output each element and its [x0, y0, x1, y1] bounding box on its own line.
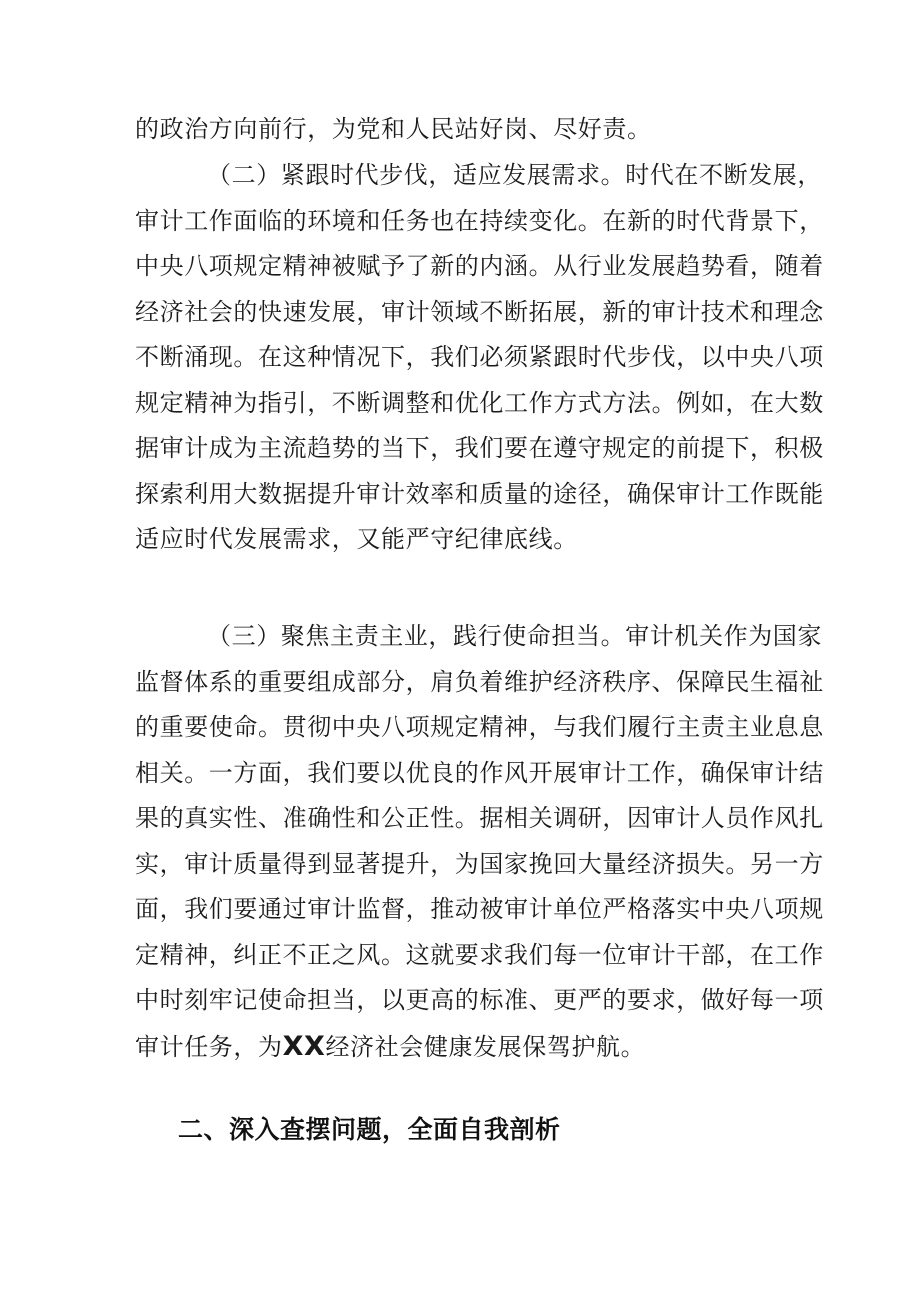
section-heading: 二、深入查摆问题，全面自我剖析: [178, 1115, 561, 1144]
text-line: 定精神，纠正不正之风。这就要求我们每一位审计干部，在工作: [135, 940, 824, 969]
text-line: 面，我们要通过审计监督，推动被审计单位严格落实中央八项规: [135, 895, 824, 923]
text-line: 实，审计质量得到显著提升，为国家挽回大量经济损失。另一方: [135, 849, 824, 878]
text-line: 果的真实性、准确性和公正性。据相关调研，因审计人员作风扎: [135, 804, 824, 832]
text-line: 规定精神为指引，不断调整和优化工作方式方法。例如，在大数: [135, 388, 824, 417]
text-line: （二）紧跟时代步伐，适应发展需求。时代在不断发展，: [207, 161, 822, 189]
text-line: 的政治方向前行，为党和人民站好岗、尽好责。: [135, 115, 652, 143]
text-line: 经济社会的快速发展，审计领域不断拓展，新的审计技术和理念: [135, 297, 824, 326]
text-line: 据审计成为主流趋势的当下，我们要在遵守规定的前提下，积极: [135, 434, 824, 462]
text-line: 监督体系的重要组成部分，肩负着维护经济秩序、保障民生福祉: [135, 667, 824, 696]
text-line: 的重要使命。贯彻中央八项规定精神，与我们履行主责主业息息: [135, 713, 824, 741]
paragraph-continuation: [135, 107, 785, 153]
text-line: 审计工作面临的环境和任务也在持续变化。在新的时代背景下，: [135, 206, 824, 235]
paragraph-focus-main-duties: [135, 614, 824, 1069]
text-line: 探索利用大数据提升审计效率和质量的途径，确保审计工作既能: [135, 479, 824, 508]
text-line: 适应时代发展需求，又能严守纪律底线。: [135, 525, 578, 553]
text-line: 中央八项规定精神被赋予了新的内涵。从行业发展趋势看，随着: [135, 252, 824, 280]
paragraph-keep-pace-with-times: [135, 153, 824, 563]
placeholder-xx: XX: [282, 1030, 326, 1062]
text-line-final: [135, 1024, 785, 1070]
text-fragment: 经济社会健康发展保驾护航。: [325, 1032, 646, 1061]
text-line: （三）聚焦主责主业，践行使命担当。审计机关作为国家: [207, 622, 822, 650]
text-line: 中时刻牢记使命担当，以更高的标准、更严的要求，做好每一项: [135, 986, 824, 1014]
text-line: 不断涌现。在这种情况下，我们必须紧跟时代步伐，以中央八项: [135, 343, 824, 371]
text-line: 相关。一方面，我们要以优良的作风开展审计工作，确保审计结: [135, 758, 824, 787]
text-fragment: 审计任务，为: [135, 1032, 283, 1061]
